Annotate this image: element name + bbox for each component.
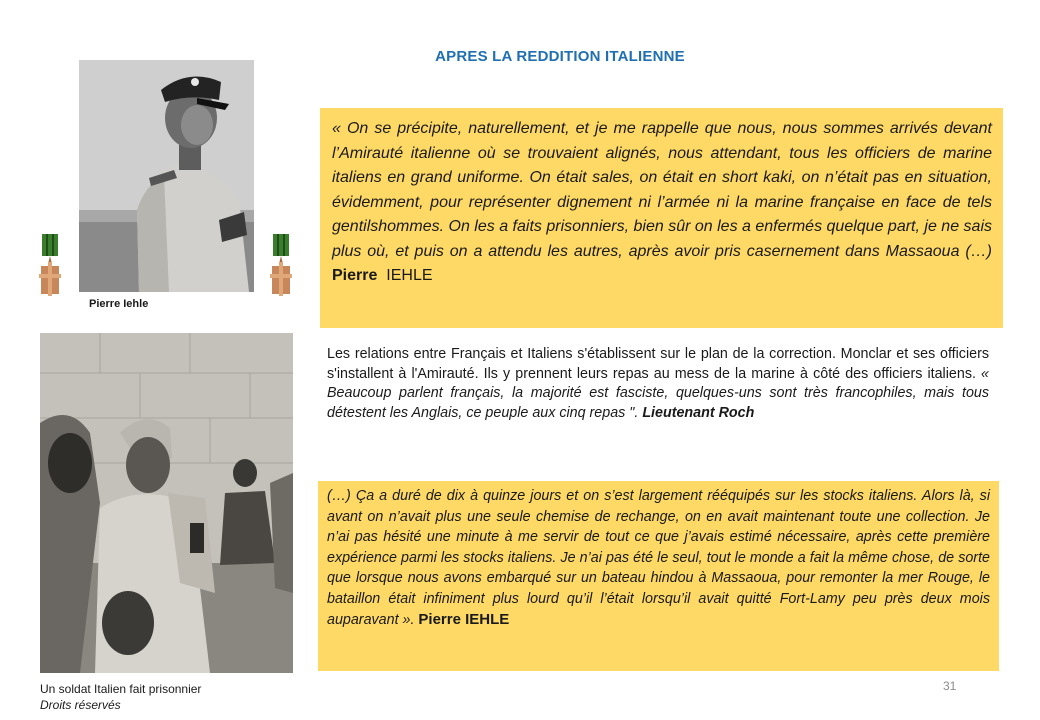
portrait-caption: Pierre Iehle [89,298,149,310]
body-paragraph [327,345,989,423]
medal-icon [37,234,63,296]
quote-author-first: Pierre [332,267,378,284]
paragraph-text: Les relations entre Français et Italiens s'établissent sur le plan de la correction. Monclar et ses officiers s'installent à l'Amirauté. Ils y prennent leurs repas au mess de la marine à côté des officiers italiens. [327,346,989,382]
soldier-caption [40,681,201,713]
quote-text: « On se précipite, naturellement, et je me rappelle que nous, nous sommes arrivés devant l’Amirauté italienne où se trouvaient alignés, nous attendant, tous les officiers de marine italiens en grand uniforme. On était sales, on était en short kaki, on n’était pas en situation, évidemment, pour représenter dignement ni l’armée ni la marine française en face de tels gentilshommes. On les a faits prisonniers, bien sûr on les a enfermés quelque part, je ne sais plus où, et puis on a attendu les autres, après avoir pris casernement dans Massaoua (…) [332,120,992,260]
quote-iehle-1 [320,108,1003,328]
quote-author-last: IEHLE [386,267,433,284]
medal-icon [268,234,294,296]
roch-quote: « Beaucoup parlent français, la majorité est fasciste, quelques-uns sont très francophiles, mais tous détestent les Anglais, ce peuple aux cinq repas ". [327,365,989,421]
portrait-photo [79,60,254,292]
page-title: APRES LA REDDITION ITALIENNE [435,48,685,65]
quote-author: Pierre IEHLE [418,610,510,628]
quote-iehle-2 [318,481,999,671]
quote-text: (…) Ça a duré de dix à quinze jours et on s’est largement rééquipés sur les stocks italiens. Alors là, si avant on n’avait plus une seule chemise de rechange, on en avait maintenant toute une collection. Je n’ai pas hésité une minute à me servir de tout ce que j’avais estimé nécessaire, après cette première expérience parmi les stocks italiens. Je n’ai pas été le seul, tout le monde a fait la même chose, de sorte que lorsque nous avons embarqué sur un bateau hindou à Massaoua, pour remonter la mer Rouge, le bataillon était infiniment plus lourd qu’il l’était lorsqu’il avait quitté Fort-Lamy peu près deux mois auparavant ». [327,488,990,628]
soldier-photo [40,333,293,673]
roch-author: Lieutenant Roch [642,404,755,421]
page-number: 31 [943,679,957,693]
soldier-caption-text: Un soldat Italien fait prisonnier [40,682,202,696]
photo-credit: Droits réservés [40,698,121,712]
